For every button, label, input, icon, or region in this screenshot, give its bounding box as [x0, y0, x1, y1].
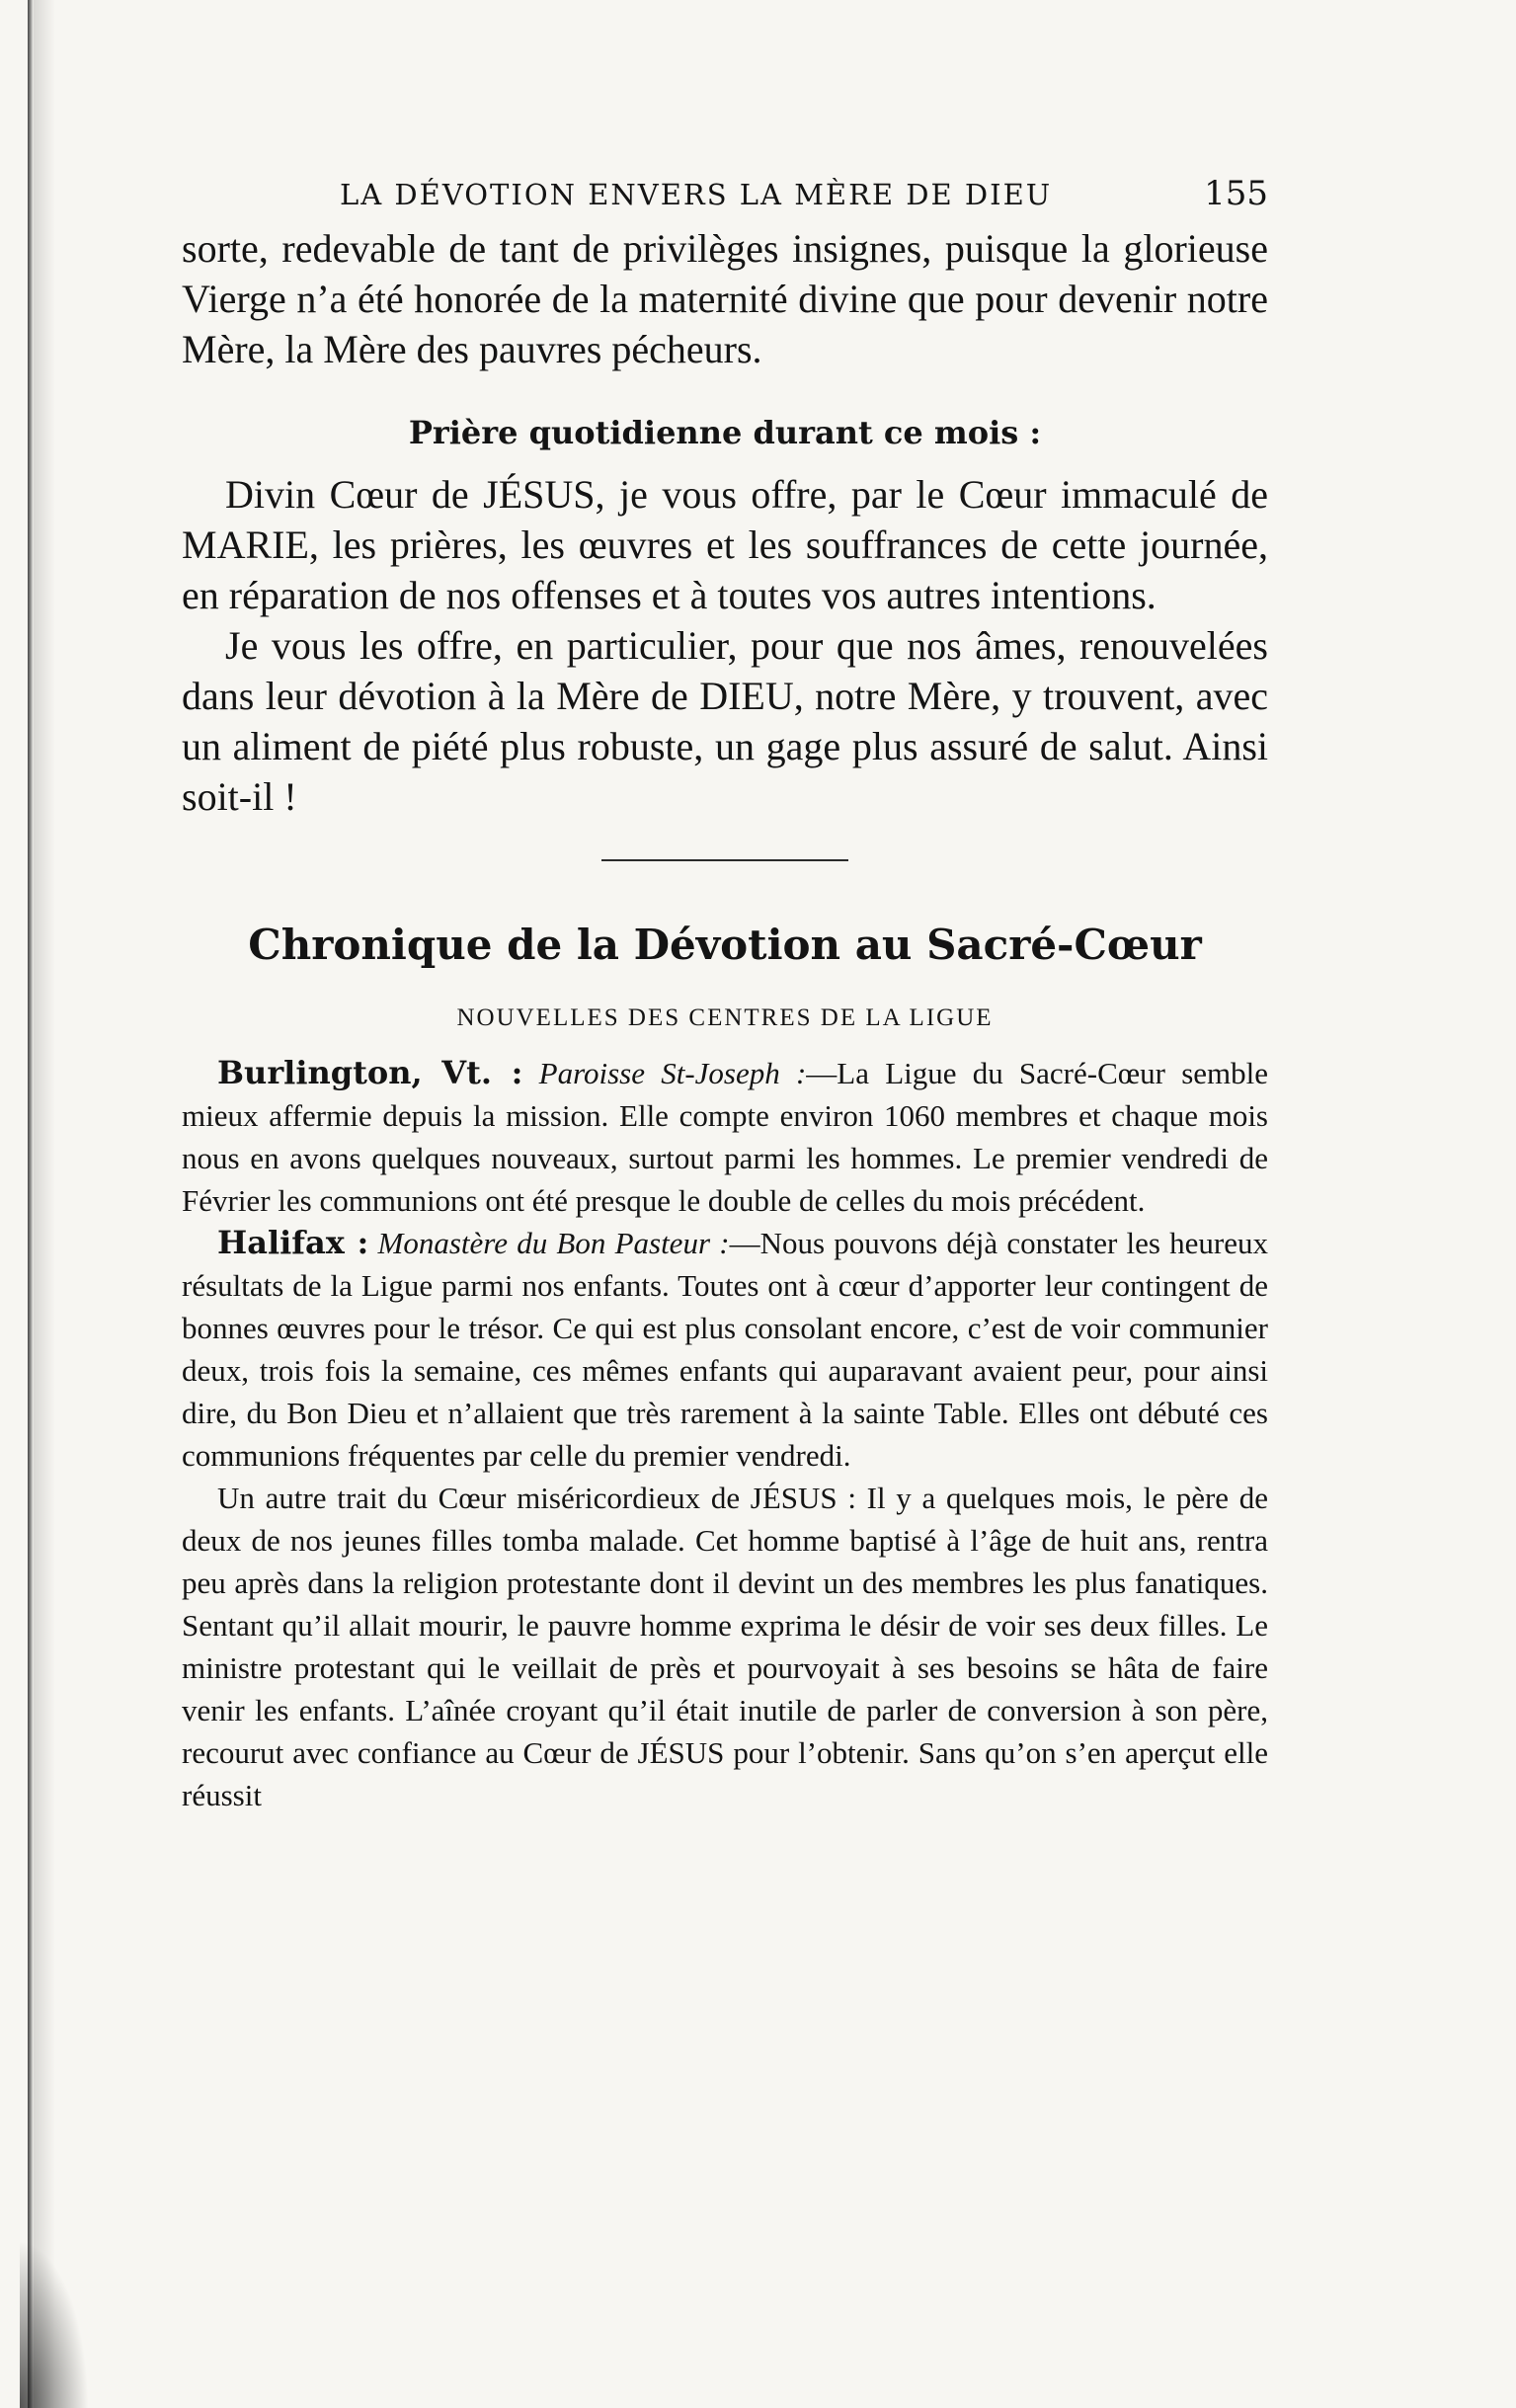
- entry-halifax: [182, 1222, 1268, 1477]
- prayer-paragraph-1: Divin Cœur de JÉSUS, je vous offre, par le Cœur immaculé de MARIE, les prières, les œuvres et les souffrances de cette journée, en réparation de nos offenses et à toutes vos autres intentions.: [182, 472, 1268, 617]
- entry-burlington: [182, 1052, 1268, 1222]
- running-head: [182, 168, 1268, 223]
- prayer-paragraph-2: Je vous les offre, en particulier, pour que nos âmes, renouvelées dans leur dévotion à la Mère de DIEU, notre Mère, y trouvent, avec un aliment de piété plus robuste, un gage plus assuré de salut. Ainsi soit-il !: [182, 623, 1268, 819]
- spine-shadow: [34, 0, 55, 2408]
- chronicle-title: Chronique de la Dévotion au Sacré-Cœur: [248, 921, 1202, 969]
- entry-place: Burlington, Vt. :: [217, 1054, 523, 1091]
- spine-bottom-smudge: [20, 2240, 89, 2408]
- book-page: [182, 168, 1268, 1816]
- entry-place: Halifax :: [217, 1224, 369, 1261]
- entry-text: —Nous pouvons déjà constater les heureux résultats de la Ligue parmi nos enfants. Toutes ont à cœur d’apporter leur contingent de bonnes œuvres pour le trésor. Ce qui est plus consolant encore, c’est de voir communier deux, trois fois la semaine, ces mêmes enfants qui auparavant avaient peur, pour ainsi dire, du Bon Dieu et n’allaient que très rarement à la sainte Table. Elles ont débuté ces communions fréquentes par celle du premier vendredi.: [182, 1226, 1268, 1473]
- intro-paragraph: sorte, redevable de tant de privilèges insignes, puisque la glorieuse Vierge n’a été honorée de la maternité divine que pour devenir notre Mère, la Mère des pauvres pécheurs.: [182, 226, 1268, 371]
- page-number: 155: [1204, 174, 1268, 213]
- prayer-heading: Prière quotidienne durant ce mois :: [408, 414, 1042, 451]
- running-title: LA DÉVOTION ENVERS LA MÈRE DE DIEU: [340, 178, 1053, 211]
- chronicle-subtitle: NOUVELLES DES CENTRES DE LA LIGUE: [456, 1004, 994, 1031]
- entry-parish: Paroisse St-Joseph :: [538, 1056, 807, 1090]
- entry-parish: Monastère du Bon Pasteur :: [377, 1226, 730, 1260]
- section-divider: [601, 859, 848, 861]
- entry-text: —La Ligue du Sacré-Cœur semble mieux affermie depuis la mission. Elle compte environ 1060 membres et chaque mois nous en avons quelques nouveaux, surtout parmi les hommes. Le premier vendredi de Février les communions ont été presque le double de celles du mois précédent.: [182, 1056, 1268, 1218]
- closing-paragraph: Un autre trait du Cœur miséricordieux de JÉSUS : Il y a quelques mois, le père de deux de nos jeunes filles tomba malade. Cet homme baptisé à l’âge de huit ans, rentra peu après dans la religion protestante dont il devint un des membres les plus fanatiques. Sentant qu’il allait mourir, le pauvre homme exprima le désir de voir ses deux filles. Le ministre protestant qui le veillait de près et pourvoyait à ses besoins se hâta de faire venir les enfants. L’aînée croyant qu’il était inutile de parler de conversion à son père, recourut avec confiance au Cœur de JÉSUS pour l’obtenir. Sans qu’on s’en aperçut elle réussit: [182, 1481, 1268, 1812]
